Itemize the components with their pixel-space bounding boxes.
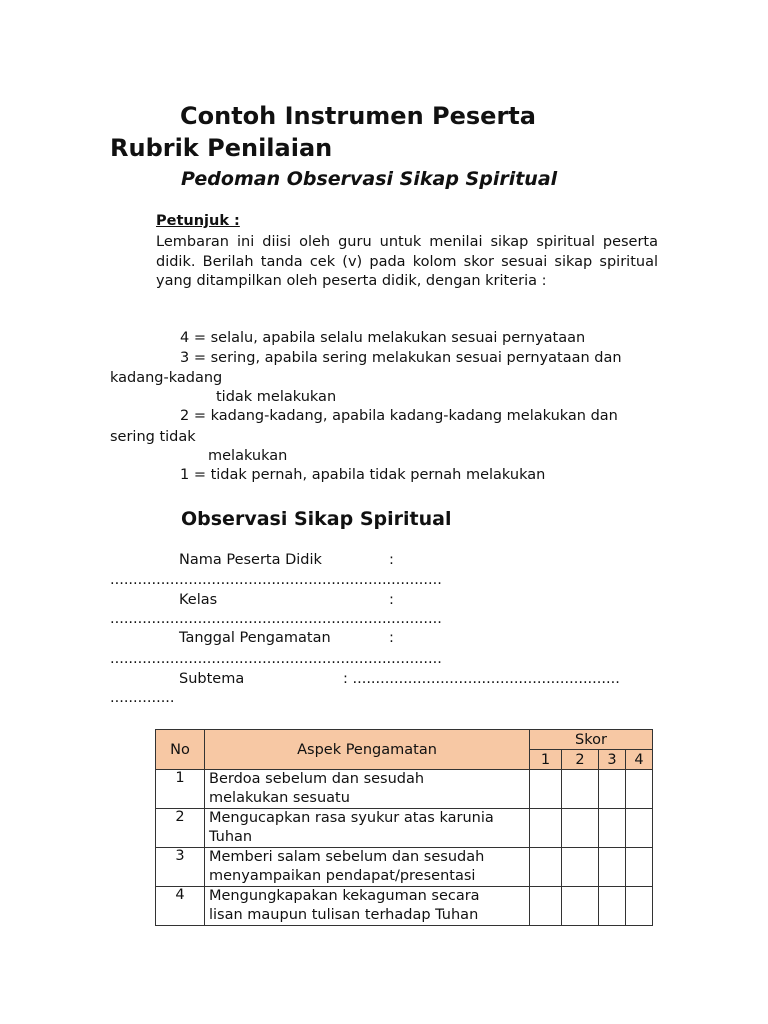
row-aspek-line-2: menyampaikan pendapat/presentasi (209, 868, 476, 884)
criteria-2-line-1: 2 = kadang-kadang, apabila kadang-kadang melakukan dan (180, 408, 618, 424)
tanggal-label: Tanggal Pengamatan (179, 630, 331, 646)
header-skor: Skor (530, 730, 653, 750)
score-cell[interactable] (599, 887, 626, 926)
section-title: Observasi Sikap Spiritual (181, 508, 452, 530)
skor-col-2: 2 (562, 750, 599, 770)
score-cell[interactable] (562, 809, 599, 848)
skor-col-3: 3 (599, 750, 626, 770)
subtema-label: Subtema (179, 671, 245, 687)
row-aspek-line-1: Mengungkapakan kekaguman secara (209, 888, 480, 904)
criteria-4: 4 = selalu, apabila selalu melakukan sesuai pernyataan (180, 330, 586, 346)
criteria-2-line-3: melakukan (208, 448, 288, 464)
row-aspek-line-1: Memberi salam sebelum dan sesudah (209, 849, 485, 865)
nama-dots[interactable]: ........................................................................ (110, 572, 442, 588)
criteria-1: 1 = tidak pernah, apabila tidak pernah melakukan (180, 467, 546, 483)
petunjuk-label: Petunjuk : (156, 213, 240, 229)
row-no: 4 (156, 887, 205, 926)
kelas-colon: : (389, 592, 394, 608)
score-cell[interactable] (626, 887, 653, 926)
score-cell[interactable] (530, 809, 562, 848)
score-cell[interactable] (599, 809, 626, 848)
score-cell[interactable] (562, 848, 599, 887)
row-aspek (205, 887, 530, 926)
score-cell[interactable] (562, 887, 599, 926)
header-aspek: Aspek Pengamatan (205, 730, 530, 770)
header-no: No (156, 730, 205, 770)
subtema-dots-tail: .............. (110, 690, 175, 706)
nama-label: Nama Peserta Didik (179, 552, 322, 568)
rubric-table (155, 729, 653, 926)
score-cell[interactable] (562, 770, 599, 809)
criteria-3-line-1: 3 = sering, apabila sering melakukan sesuai pernyataan dan (180, 350, 622, 366)
row-aspek (205, 770, 530, 809)
score-cell[interactable] (599, 770, 626, 809)
title-line-1: Contoh Instrumen Peserta (180, 102, 536, 130)
row-no: 1 (156, 770, 205, 809)
skor-col-1: 1 (530, 750, 562, 770)
kelas-label: Kelas (179, 592, 218, 608)
row-aspek-line-2: melakukan sesuatu (209, 790, 350, 806)
nama-colon: : (389, 552, 394, 568)
score-cell[interactable] (530, 770, 562, 809)
row-aspek-line-2: lisan maupun tulisan terhadap Tuhan (209, 907, 479, 923)
tanggal-colon: : (389, 630, 394, 646)
score-cell[interactable] (599, 848, 626, 887)
table-row (156, 809, 653, 848)
row-aspek (205, 809, 530, 848)
score-cell[interactable] (530, 848, 562, 887)
row-no: 3 (156, 848, 205, 887)
table-row (156, 770, 653, 809)
row-aspek-line-1: Berdoa sebelum dan sesudah (209, 771, 425, 787)
criteria-2-line-2: sering tidak (110, 429, 196, 445)
title-line-2: Rubrik Penilaian (110, 134, 333, 162)
row-aspek (205, 848, 530, 887)
score-cell[interactable] (530, 887, 562, 926)
score-cell[interactable] (626, 770, 653, 809)
criteria-3-line-3: tidak melakukan (216, 389, 337, 405)
skor-col-4: 4 (626, 750, 653, 770)
kelas-dots[interactable]: ........................................................................ (110, 611, 442, 627)
subtitle: Pedoman Observasi Sikap Spiritual (181, 168, 558, 190)
subtema-dots[interactable]: : .......................................................... (343, 671, 620, 687)
tanggal-dots[interactable]: ........................................................................ (110, 651, 442, 667)
table-row (156, 848, 653, 887)
row-aspek-line-2: Tuhan (209, 829, 253, 845)
score-cell[interactable] (626, 848, 653, 887)
row-aspek-line-1: Mengucapkan rasa syukur atas karunia (209, 810, 494, 826)
row-no: 2 (156, 809, 205, 848)
score-cell[interactable] (626, 809, 653, 848)
petunjuk-paragraph: Lembaran ini diisi oleh guru untuk menilai sikap spiritual peserta didik. Berilah tanda cek (v) pada kolom skor sesuai sikap spiritual yang ditampilkan oleh peserta didik, dengan kriteria : (156, 234, 658, 289)
criteria-3-line-2: kadang-kadang (110, 370, 223, 386)
table-row (156, 887, 653, 926)
